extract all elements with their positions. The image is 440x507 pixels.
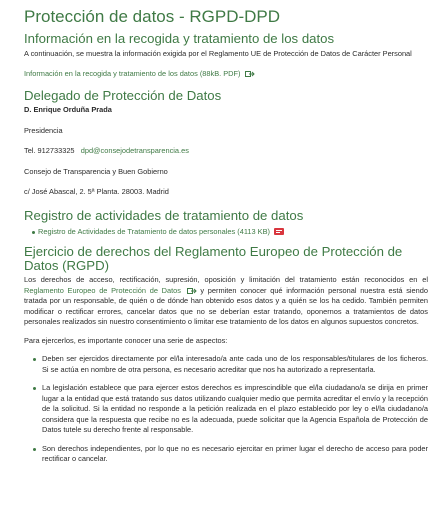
rights-text-start: Los derechos de acceso, rectificación, supresión, oposición y limitación del tratamiento están reconocidos en el [24,275,428,284]
pdf-icon [274,228,284,235]
registry-link[interactable]: Registro de Actividades de Tratamiento de datos personales (4113 KB) [38,226,270,236]
list-item: Son derechos independientes, por lo que no es necesario ejercitar en primer lugar el derecho de acceso para poder rectificar o cancelar. [24,444,428,465]
list-item [24,227,428,238]
list-item: Deben ser ejercidos directamente por el/la interesado/a ante cada uno de los responsables/titulares de los ficheros. Si se actúa en nombre de otra persona, es necesario acreditar que nos ha autorizado a representarla. [24,354,428,375]
info-link-row [24,69,428,80]
list-item: La legislación establece que para ejercer estos derechos es imprescindible que el/la ciudadano/a se dirija en primer lugar a la entidad que está tratando sus datos utilizando cualquier medio que permita acreditar el envío y la recepción de la solicitud. Si la entidad no responde a la petición realizada en el plazo establecido por ley o el/la ciudadano/a considera que la respuesta que recibe no es la adecuada, puede solicitar que la Agencia Española de Protección de Datos tutele su derecho frente al responsable. [24,383,428,436]
dpo-organization: Consejo de Transparencia y Buen Gobierno [24,166,168,176]
rights-paragraph [24,275,428,328]
info-collection-link[interactable]: Información en la recogida y tratamiento de los datos (88kB. PDF) [24,68,241,78]
external-link-icon [245,71,255,77]
rights-text-end: y permiten conocer qué información personal nuestra está siendo tratada por un responsable, de quién o de dónde han obtenido esos datos y a quién se los ha cedido. También permiten modificar o rectificar errores, cancelar datos que no se deberían estar tratando, oponernos a tratamientos de datos personales realizados sin nuestro consentimiento o limitar ese tratamiento de los datos en algunos supuestos concretos. [24,285,428,326]
dpo-email-link[interactable]: dpd@consejodetransparencia.es [80,146,189,155]
section-heading-data-collection: Información en la recogida y tratamiento de los datos [24,31,335,46]
page-title: Protección de datos - RGPD-DPD [24,7,281,26]
section-intro: A continuación, se muestra la información exigida por el Reglamento UE de Protección de Datos de Carácter Personal [24,49,412,58]
registry-list [24,227,428,238]
aspects-list [24,354,428,465]
registry-heading: Registro de actividades de tratamiento de datos [24,207,304,223]
aspects-intro: Para ejercerlos, es importante conocer una serie de aspectos: [24,335,228,345]
dpo-office: Presidencia [24,125,63,135]
dpo-heading: Delegado de Protección de Datos [24,88,222,103]
external-link-icon [187,288,197,294]
dpo-name: D. Enrique Orduña Prada [24,105,112,114]
dpo-phone: Tel. 912733325 [24,146,75,155]
rights-heading: Ejercicio de derechos del Reglamento Europeo de Protección de Datos (RGPD) [24,244,403,273]
dpo-contact-row [24,146,428,157]
gdpr-link[interactable]: Reglamento Europeo de Protección de Datos [24,285,181,295]
dpo-address: c/ José Abascal, 2. 5ª Planta. 28003. Madrid [24,187,169,196]
